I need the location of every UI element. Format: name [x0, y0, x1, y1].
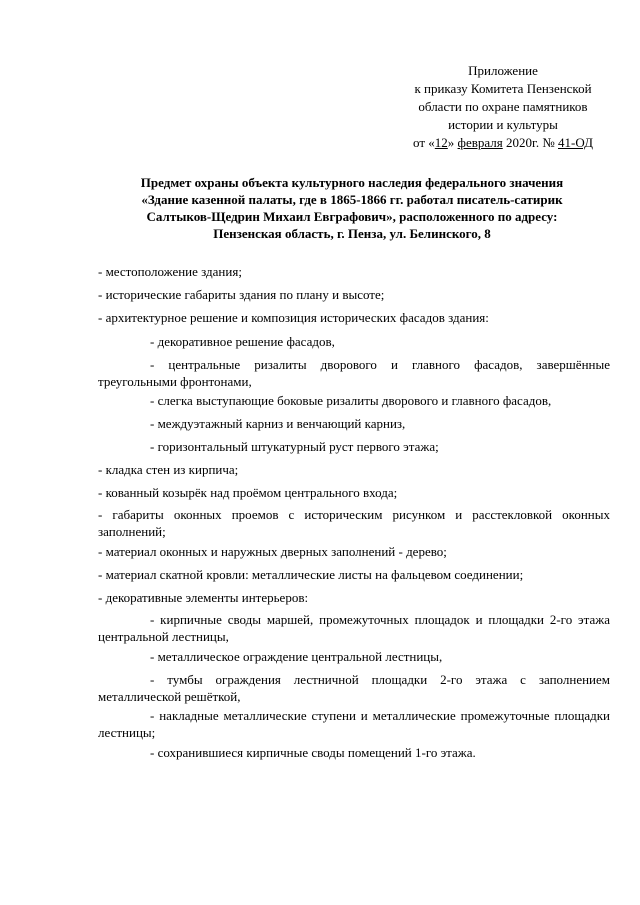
title-line-2: «Здание казенной палаты, где в 1865-1866 гг. работал писатель-сатирик	[141, 192, 563, 207]
title-line-3: Салтыков-Щедрин Михаил Евграфович», расположенного по адресу:	[146, 209, 558, 224]
appendix-header	[370, 62, 636, 152]
list-item: - декоративное решение фасадов,	[150, 334, 335, 349]
date-month: февраля	[457, 135, 503, 150]
list-item: - исторические габариты здания по плану и высоте;	[98, 287, 385, 302]
appendix-date-line	[370, 134, 636, 152]
date-year: 2020г. №	[502, 135, 559, 150]
list-item: - местоположение здания;	[98, 264, 242, 279]
list-item: - слегка выступающие боковые ризалиты дворового и главного фасадов,	[150, 393, 552, 408]
list-item: - тумбы ограждения лестничной площадки 2-го этажа с заполнением металлической решёткой,	[98, 672, 610, 704]
appendix-line-1: Приложение	[468, 63, 538, 78]
list-item: - горизонтальный штукатурный руст первого этажа;	[150, 439, 439, 454]
list-item: - габариты оконных проемов с историческим рисунком и расстекловкой оконных заполнений;	[98, 507, 610, 539]
appendix-line-4: истории и культуры	[448, 117, 558, 132]
date-prefix: от «	[413, 135, 435, 150]
date-mid: »	[447, 135, 458, 150]
appendix-line-3: области по охране памятников	[418, 99, 588, 114]
list-item: - кованный козырёк над проёмом центрального входа;	[98, 485, 398, 500]
appendix-line-2: к приказу Комитета Пензенской	[414, 81, 592, 96]
document-title	[96, 174, 608, 242]
order-number: 41-ОД	[558, 135, 593, 150]
list-item: - кирпичные своды маршей, промежуточных площадок и площадки 2-го этажа центральной лестницы,	[98, 612, 610, 644]
list-item: - декоративные элементы интерьеров:	[98, 590, 309, 605]
list-item: - центральные ризалиты дворового и главного фасадов, завершённые треугольными фронтонами,	[98, 357, 610, 389]
list-item: - междуэтажный карниз и венчающий карниз,	[150, 416, 406, 431]
list-item: - сохранившиеся кирпичные своды помещений 1-го этажа.	[150, 745, 476, 760]
title-line-4: Пензенская область, г. Пенза, ул. Белинского, 8	[213, 226, 491, 241]
date-day: 12	[434, 135, 448, 150]
list-item: - накладные металлические ступени и металлические промежуточные площадки лестницы;	[98, 708, 610, 740]
list-item: - материал скатной кровли: металлические листы на фальцевом соединении;	[98, 567, 524, 582]
title-line-1: Предмет охраны объекта культурного наследия федерального значения	[140, 175, 564, 190]
list-item: - металлическое ограждение центральной лестницы,	[150, 649, 443, 664]
list-item: - кладка стен из кирпича;	[98, 462, 239, 477]
list-item: - архитектурное решение и композиция исторических фасадов здания:	[98, 310, 489, 325]
list-item: - материал оконных и наружных дверных заполнений - дерево;	[98, 544, 447, 559]
